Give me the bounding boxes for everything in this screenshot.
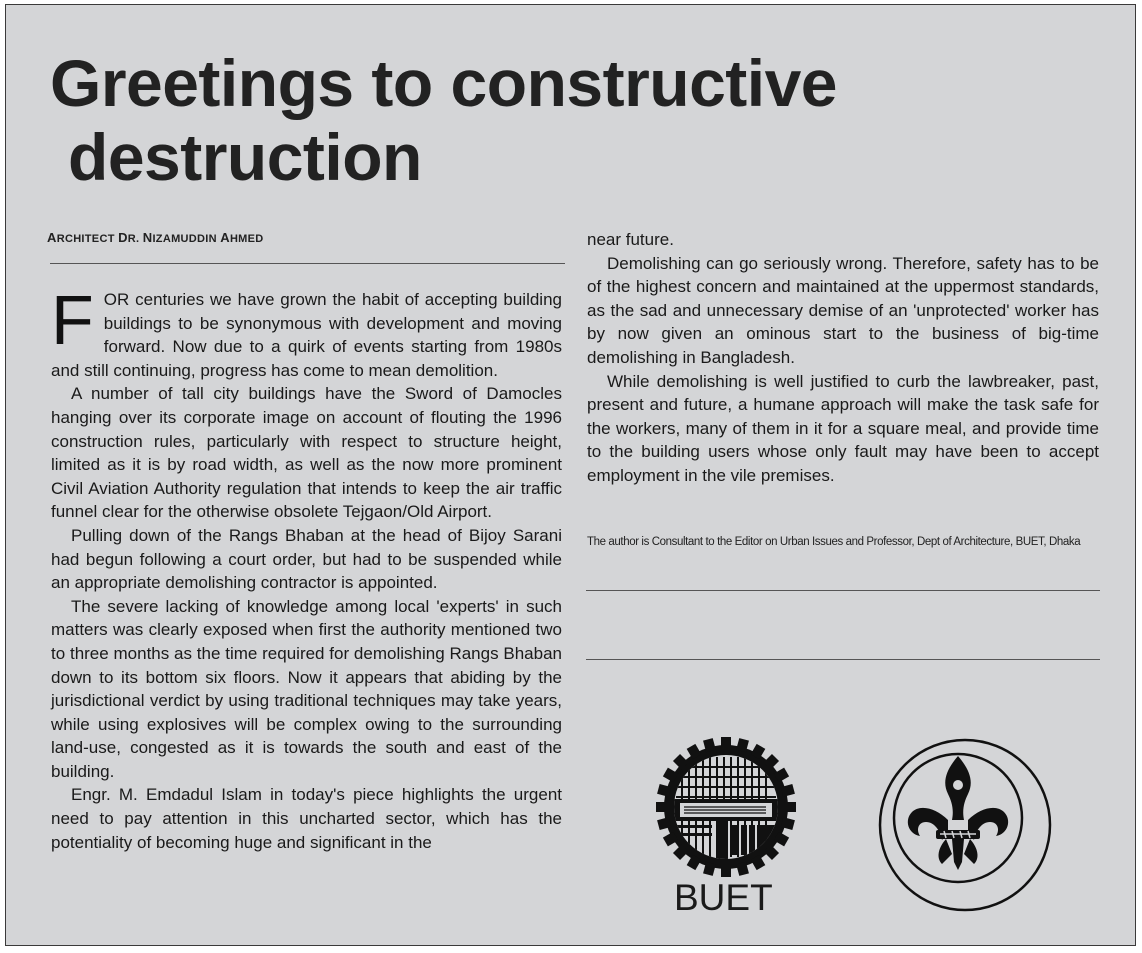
author-note: The author is Consultant to the Editor on Urban Issues and Professor, Dept of Architecture, BUET, Dhaka [587, 536, 1081, 548]
buet-logo-icon [656, 737, 796, 877]
byline-part: A [47, 230, 57, 245]
paragraph-1-text: OR centuries we have grown the habit of accepting building buildings to be synonymous with development and moving forward. Now due to a quirk of events starting from 1980s and still continuing, progress has come to mean demolition. [51, 290, 562, 380]
byline-part: R. [127, 233, 143, 245]
byline [47, 230, 264, 245]
paragraph-5: Engr. M. Emdadul Islam in today's piece highlights the urgent need to pay attention in this uncharted sector, which has the potentiality of becoming huge and significant in the [51, 785, 562, 852]
scout-emblem-icon [876, 736, 1054, 914]
paragraph-3: Pulling down of the Rangs Bhaban at the head of Bijoy Sarani had begun following a court order, but had to be suspended while an appropriate demolishing contractor is appointed. [51, 525, 562, 593]
buet-label: BUET [674, 877, 773, 918]
divider-rule [586, 590, 1100, 591]
byline-part: N [142, 230, 153, 245]
paragraph-2: A number of tall city buildings have the Sword of Damocles hanging over its corporate image on account of flouting the 1996 construction rules, particularly with respect to structure height, limited as it is by road width, as well as the now more prominent Civil Aviation Authority regulation that intends to keep the air traffic funnel clear for the otherwise obsolete Tejgaon/Old Airport. [51, 384, 562, 522]
byline-rule [50, 263, 565, 264]
headline-line-1: Greetings to constructive [50, 46, 838, 120]
paragraph-5-continued: near future. [587, 230, 674, 249]
paragraph-1 [51, 281, 562, 382]
paragraph-4: The severe lacking of knowledge among local 'experts' in such matters was clearly exposed when first the authority mentioned two to three months as the time required for demolishing Rangs Bhaban down to its bottom six floors. Now it appears that abiding by the jurisdictional verdict by using traditional techniques may take years, while using explosives will be complex owing to the surrounding land-use, congested as it is towards the south and east of the building. [51, 596, 562, 781]
headline-line-2: destruction [68, 120, 422, 194]
byline-part: HMED [229, 233, 264, 245]
byline-part: RCHITECT [56, 233, 119, 245]
byline-part: IZAMUDDIN [152, 233, 221, 245]
column-left [51, 281, 562, 854]
column-right [587, 228, 1099, 488]
paragraph-7: While demolishing is well justified to curb the lawbreaker, past, present and future, a humane approach will make the task safe for the workers, many of them in it for a square meal, and provide time to the building users whose only fault may have been to accept employment in the vile premises. [587, 371, 1099, 485]
paragraph-6: Demolishing can go seriously wrong. Therefore, safety has to be of the highest concern and maintained at the uppermost standards, as the sad and unnecessary demise of an 'unprotected' worker has by now given an ominous start to the business of big-time demolishing in Bangladesh. [587, 253, 1099, 367]
headline [50, 46, 837, 194]
byline-part: D [118, 230, 128, 245]
divider-rule [586, 659, 1100, 660]
drop-cap: F [51, 281, 94, 359]
byline-part: A [220, 230, 230, 245]
